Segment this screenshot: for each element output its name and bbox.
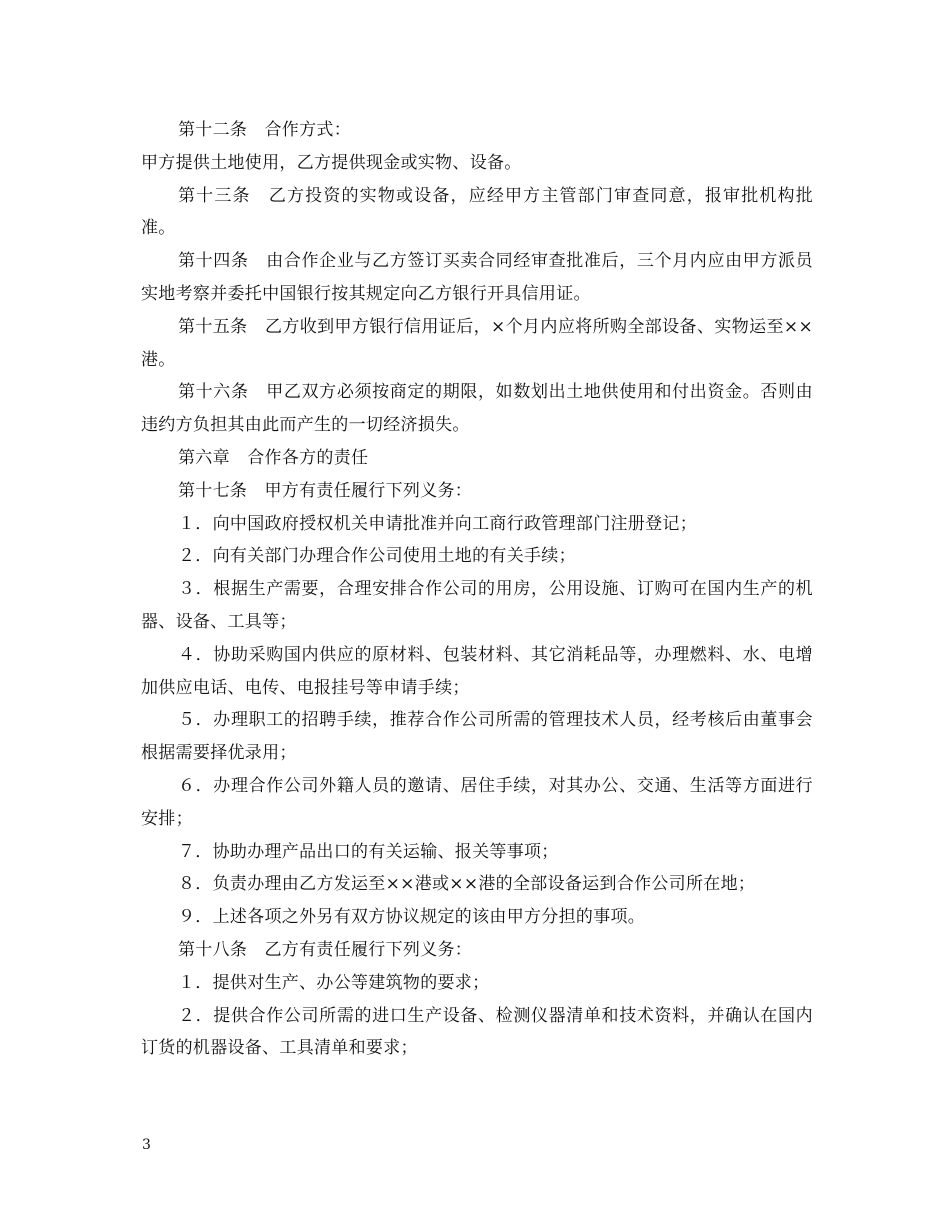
article-13: 第十三条 乙方投资的实物或设备，应经甲方主管部门审查同意，报审批机构批准。 [141,185,813,239]
article-17-item-4: ４．协助采购国内供应的原材料、包装材料、其它消耗品等，办理燃料、水、电增加供应电话、电传、电报挂号等申请手续； [141,644,813,698]
article-18-heading: 第十八条 乙方有责任履行下列义务： [178,939,473,960]
article-17-item-1: １．向中国政府授权机关申请批准并向工商行政管理部门注册登记； [178,513,697,534]
article-17-item-7: ７．协助办理产品出口的有关运输、报关等事项； [178,841,559,862]
article-18-item-1: １．提供对生产、办公等建筑物的要求； [178,972,490,993]
article-17-item-6: ６．办理合作公司外籍人员的邀请、居住手续，对其办公、交通、生活等方面进行安排； [141,775,813,829]
article-12-heading: 第十二条 合作方式： [178,120,351,140]
article-15: 第十五条 乙方收到甲方银行信用证后，×个月内应将所购全部设备、实物运至××港。 [141,316,813,370]
article-16: 第十六条 甲乙双方必须按商定的期限，如数划出土地供使用和付出资金。否则由违约方负担其由此而产生的一切经济损失。 [141,382,813,436]
page-number: 3 [142,1137,151,1153]
article-17-item-8: ８．负责办理由乙方发运至××港或××港的全部设备运到合作公司所在地； [178,874,756,895]
chapter-6-heading: 第六章 合作各方的责任 [178,447,369,468]
article-17-item-9: ９．上述各项之外另有双方协议规定的该由甲方分担的事项。 [178,907,646,928]
article-17-item-5: ５．办理职工的招聘手续，推荐合作公司所需的管理技术人员，经考核后由董事会根据需要择优录用； [141,710,813,764]
article-18-item-2: ２．提供合作公司所需的进口生产设备、检测仪器清单和技术资料，并确认在国内订货的机器设备、工具清单和要求； [141,1005,813,1059]
article-17-item-3: ３．根据生产需要，合理安排合作公司的用房，公用设施、订购可在国内生产的机器、设备、工具等； [141,579,813,632]
article-17-heading: 第十七条 甲方有责任履行下列义务： [178,480,473,501]
article-17-item-2: ２．向有关部门办理合作公司使用土地的有关手续； [178,546,576,567]
document-body [141,114,813,1065]
article-14: 第十四条 由合作企业与乙方签订买卖合同经审查批准后，三个月内应由甲方派员实地考察并委托中国银行按其规定向乙方银行开具信用证。 [141,251,813,304]
article-12-text: 甲方提供土地使用，乙方提供现金或实物、设备。 [141,152,522,173]
